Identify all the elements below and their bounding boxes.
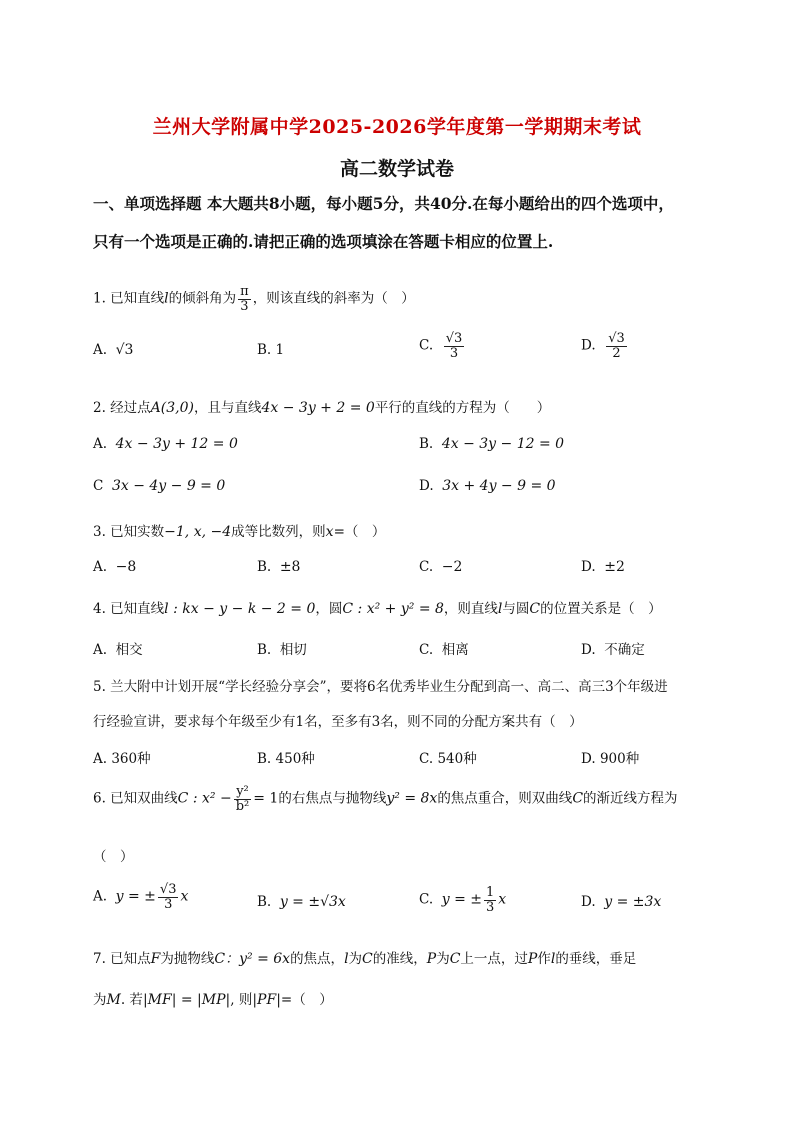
q7-target: |PF| [252, 992, 281, 1008]
option-label: B. [257, 342, 272, 358]
school-exam-title: 兰州大学附属中学2025-2026学年度第一学期期末考试 [152, 116, 642, 138]
q4-var-l: l [497, 601, 503, 617]
q4-option-d[interactable] [581, 638, 645, 658]
q4-option-b[interactable] [257, 638, 307, 658]
q1-option-c[interactable] [419, 332, 466, 360]
option-text: 不确定 [604, 642, 645, 658]
q7-text-j: 为 [93, 992, 107, 1008]
q7-text-m: =（ ） [280, 992, 333, 1008]
option-label: D. [581, 751, 596, 767]
q4-var-c: C [529, 601, 541, 617]
q1-frac-num: π [240, 284, 249, 299]
option-label: D. [581, 642, 596, 658]
q7-var-c-2: C [449, 951, 461, 967]
frac-num: √3 [159, 882, 177, 897]
frac-den: 3 [164, 896, 173, 912]
q3-text-b: 成等比数列，则 [231, 524, 326, 540]
option-fraction [444, 332, 465, 360]
q4-text-b: ，圆 [315, 601, 343, 617]
frac-num: √3 [608, 331, 625, 346]
question-6-line-2: （ ） [93, 849, 134, 865]
question-6-stem [93, 785, 678, 813]
q7-var-f: F [150, 951, 161, 967]
option-text: 相离 [441, 642, 469, 658]
option-text: 540种 [437, 751, 477, 767]
option-label: B. [257, 642, 272, 658]
question-7-line-1 [93, 947, 636, 968]
q1-frac-den: 3 [240, 298, 249, 314]
q6-hyperbola-part-b: = 1 [253, 790, 279, 807]
q1-fraction [238, 285, 251, 313]
option-label: B. [257, 559, 272, 575]
q4-text-c: ，则直线 [443, 601, 498, 617]
q7-var-p-2: P [527, 951, 538, 967]
option-suffix: x [180, 888, 189, 905]
q5-option-b[interactable] [257, 747, 315, 767]
q2-text-a: 2. 经过点 [93, 400, 151, 416]
q1-option-b[interactable] [257, 342, 284, 358]
q5-option-d[interactable] [581, 747, 639, 767]
question-5-line-2: 行经验宣讲，要求每个年级至少有1名，至多有3名，则不同的分配方案共有（ ） [93, 714, 583, 730]
q2-point: A(3,0) [150, 400, 194, 416]
frac-den: 2 [612, 345, 621, 361]
q3-option-b[interactable] [257, 559, 300, 575]
option-label: A. [93, 751, 108, 767]
option-text: 360种 [111, 751, 151, 767]
question-7-line-2 [93, 988, 333, 1008]
option-label: A. [93, 342, 108, 358]
option-suffix: x [498, 891, 507, 908]
option-fraction [158, 883, 179, 911]
q1-var-l: l [164, 290, 169, 307]
q3-option-a[interactable] [93, 559, 136, 575]
option-label: C. [419, 642, 434, 658]
q7-var-m: M [106, 992, 121, 1008]
option-label: C. [419, 891, 434, 908]
option-text: y = ±√3x [279, 894, 346, 910]
option-fraction [484, 886, 496, 914]
q6-text-c: 的焦点重合，则双曲线 [437, 790, 573, 807]
q7-var-l-2: l [550, 951, 556, 967]
q4-text-d: 与圆 [502, 601, 530, 617]
option-text: √3 [115, 342, 134, 358]
q7-var-p: P [426, 951, 437, 967]
q1-option-d[interactable] [581, 332, 629, 360]
option-text: 900种 [599, 751, 640, 767]
q2-text-c: 平行的直线的方程为（ ） [374, 400, 551, 416]
option-prefix: y = ± [441, 891, 483, 908]
q2-option-a[interactable] [93, 436, 238, 452]
q2-line-equation: 4x − 3y + 2 = 0 [261, 400, 375, 416]
q1-text-b: 的倾斜角为 [168, 290, 237, 307]
q6-option-c[interactable] [419, 886, 506, 914]
q7-text-b: 为抛物线 [160, 951, 215, 967]
question-3-stem [93, 520, 385, 540]
q7-text-i: 的垂线，垂足 [555, 951, 637, 967]
option-text: −2 [441, 559, 463, 575]
option-label: D. [581, 337, 596, 354]
option-label: C [93, 478, 104, 494]
option-label: C. [419, 751, 434, 767]
q4-circle-equation: C : x² + y² = 8 [342, 601, 444, 617]
q1-text-c: ，则该直线的斜率为（ ） [252, 290, 415, 307]
option-text: 3x − 4y − 9 = 0 [111, 478, 226, 494]
q4-text-a: 4. 已知直线 [93, 601, 165, 617]
q3-sequence: −1, x, −4 [164, 524, 232, 540]
section-instruction-line-1: 一、单项选择题 本大题共8小题，每小题5分，共40分.在每小题给出的四个选项中， [93, 194, 674, 213]
question-5-line-1: 5. 兰大附中计划开展“学长经验分享会”，要将6名优秀毕业生分配到高一、高二、高三3个年级进 [93, 679, 668, 695]
q7-text-a: 7. 已知点 [93, 951, 151, 967]
q7-var-c: C [362, 951, 373, 967]
option-label: D. [581, 894, 596, 910]
option-label: B. [257, 894, 272, 910]
frac-den: 3 [486, 899, 495, 915]
q2-option-d[interactable] [419, 478, 556, 494]
q6-hyperbola-part-a: C : x² − [177, 790, 232, 807]
q4-option-c[interactable] [419, 638, 469, 658]
option-label: C. [419, 559, 434, 575]
q7-text-l: , 则 [230, 992, 253, 1008]
option-text: 4x − 3y − 12 = 0 [441, 436, 565, 452]
q3-option-c[interactable] [419, 559, 462, 575]
option-text: 3x + 4y − 9 = 0 [442, 478, 556, 494]
option-prefix: y = ± [115, 888, 156, 905]
q6-frac-den: b² [235, 798, 250, 814]
option-label: A. [93, 888, 108, 905]
question-1-stem [93, 285, 415, 313]
option-label: A. [93, 559, 108, 575]
question-2-stem [93, 396, 550, 416]
q1-option-a[interactable] [93, 342, 133, 358]
frac-num: √3 [445, 331, 463, 346]
q3-text-a: 3. 已知实数 [93, 524, 165, 540]
q7-text-e: 的准线， [372, 951, 427, 967]
q6-var-c: C [572, 790, 584, 807]
frac-den: 3 [449, 345, 459, 361]
question-4-stem [93, 597, 662, 617]
q7-text-d: 为 [348, 951, 363, 967]
option-text: 相切 [279, 642, 307, 658]
q6-fraction [234, 785, 252, 813]
q6-frac-num: y² [234, 785, 252, 800]
q4-text-e: 的位置关系是（ ） [540, 601, 662, 617]
q6-option-a[interactable] [93, 883, 188, 911]
q2-option-c[interactable] [93, 478, 225, 494]
q2-text-b: ，且与直线 [193, 400, 262, 416]
q7-text-h: 作 [537, 951, 551, 967]
q3-option-d[interactable] [581, 559, 625, 575]
q6-parabola: y² = 8x [386, 790, 438, 807]
option-label: A. [93, 436, 108, 452]
option-text: 1 [275, 342, 285, 358]
q3-text-c: =（ ） [333, 524, 386, 540]
option-text: y = ±3x [604, 894, 662, 910]
q7-text-k: . 若 [120, 992, 143, 1008]
option-label: B. [257, 751, 272, 767]
q6-text-a: 6. 已知双曲线 [93, 790, 178, 807]
q7-text-c: 的焦点， [290, 951, 345, 967]
section-instruction-line-2: 只有一个选项是正确的.请把正确的选项填涂在答题卡相应的位置上. [93, 232, 554, 251]
option-label: B. [419, 436, 434, 452]
q5-option-a[interactable] [93, 747, 151, 767]
option-text: ±2 [604, 559, 625, 575]
q7-var-l: l [344, 951, 349, 967]
option-text: 相交 [115, 642, 143, 658]
q6-text-d: 的渐近线方程为 [583, 790, 678, 807]
q6-option-b[interactable] [257, 894, 346, 910]
q7-parabola: C：y² = 6x [214, 951, 291, 967]
option-text: 4x − 3y + 12 = 0 [115, 436, 238, 452]
q4-option-a[interactable] [93, 638, 143, 658]
option-label: C. [419, 337, 434, 354]
q7-text-g: 上一点，过 [460, 951, 528, 967]
q6-text-b: 的右焦点与抛物线 [278, 790, 387, 807]
frac-num: 1 [486, 885, 495, 900]
option-label: A. [93, 642, 108, 658]
q3-var-x: x [325, 524, 334, 540]
q4-line-equation: l : kx − y − k − 2 = 0 [164, 601, 316, 617]
option-text: 450种 [275, 751, 315, 767]
q2-option-b[interactable] [419, 436, 564, 452]
q1-text-a: 1. 已知直线 [93, 290, 165, 307]
option-text: ±8 [279, 559, 301, 575]
q7-text-f: 为 [436, 951, 450, 967]
option-label: D. [581, 559, 596, 575]
option-fraction [606, 332, 627, 360]
q7-condition: |MF| = |MP| [142, 992, 231, 1008]
option-text: −8 [115, 559, 137, 575]
paper-title: 高二数学试卷 [339, 158, 454, 180]
q5-option-c[interactable] [419, 747, 477, 767]
option-label: D. [419, 478, 434, 494]
q6-option-d[interactable] [581, 894, 661, 910]
